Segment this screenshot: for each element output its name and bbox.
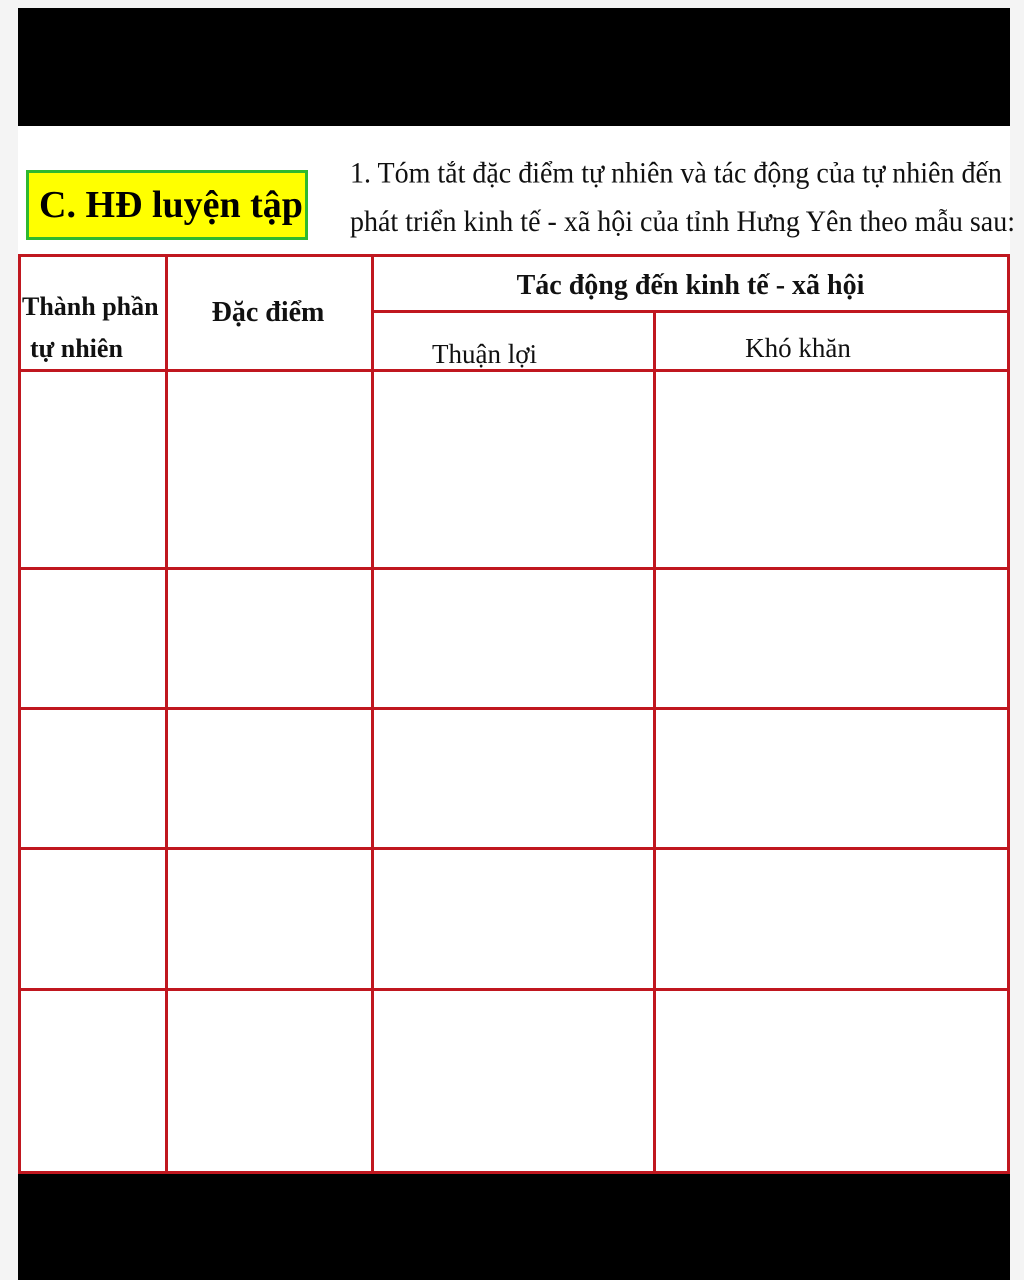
table-border-right xyxy=(1007,254,1010,1174)
table-cell[interactable] xyxy=(168,850,371,988)
table-cell[interactable] xyxy=(374,372,653,567)
section-heading-label: C. HĐ luyện tập xyxy=(39,184,303,226)
top-black-bar xyxy=(18,8,1010,126)
header-impact-group-label: Tác động đến kinh tế - xã hội xyxy=(516,270,865,301)
table-cell[interactable] xyxy=(656,991,1007,1171)
table-cell[interactable] xyxy=(374,991,653,1171)
header-characteristics xyxy=(168,295,368,331)
table-group-divider xyxy=(372,310,1010,313)
header-difficulties-label: Khó khăn xyxy=(745,333,851,363)
table-cell[interactable] xyxy=(656,710,1007,847)
header-impact-group xyxy=(374,268,1007,304)
header-component-line-2: tự nhiên xyxy=(30,334,123,363)
header-difficulties xyxy=(656,330,940,366)
table-cell[interactable] xyxy=(656,570,1007,707)
table-cell[interactable] xyxy=(168,372,371,567)
instruction-line-1: 1. Tóm tắt đặc điểm tự nhiên và tác động của tự nhiên đến xyxy=(350,157,1002,190)
table-cell[interactable] xyxy=(374,570,653,707)
header-advantages-label: Thuận lợi xyxy=(431,339,537,369)
table-cell[interactable] xyxy=(168,570,371,707)
table-cell[interactable] xyxy=(21,372,165,567)
bottom-black-bar xyxy=(18,1174,1010,1280)
header-component-line-1: Thành phần xyxy=(22,292,159,321)
table-cell[interactable] xyxy=(21,991,165,1171)
table-cell[interactable] xyxy=(21,570,165,707)
section-heading xyxy=(26,170,308,240)
table-cell[interactable] xyxy=(374,710,653,847)
header-advantages xyxy=(374,336,595,372)
instruction-text xyxy=(350,150,1015,247)
table-cell[interactable] xyxy=(21,850,165,988)
header-component xyxy=(22,286,162,370)
instruction-line-2: phát triển kinh tế - xã hội của tỉnh Hưng Yên theo mẫu sau: xyxy=(350,205,1015,239)
table-cell[interactable] xyxy=(656,372,1007,567)
table-cell[interactable] xyxy=(168,991,371,1171)
table-cell[interactable] xyxy=(656,850,1007,988)
table-cell[interactable] xyxy=(374,850,653,988)
table-cell[interactable] xyxy=(168,710,371,847)
table-cell[interactable] xyxy=(21,710,165,847)
header-characteristics-label: Đặc điểm xyxy=(211,297,325,328)
